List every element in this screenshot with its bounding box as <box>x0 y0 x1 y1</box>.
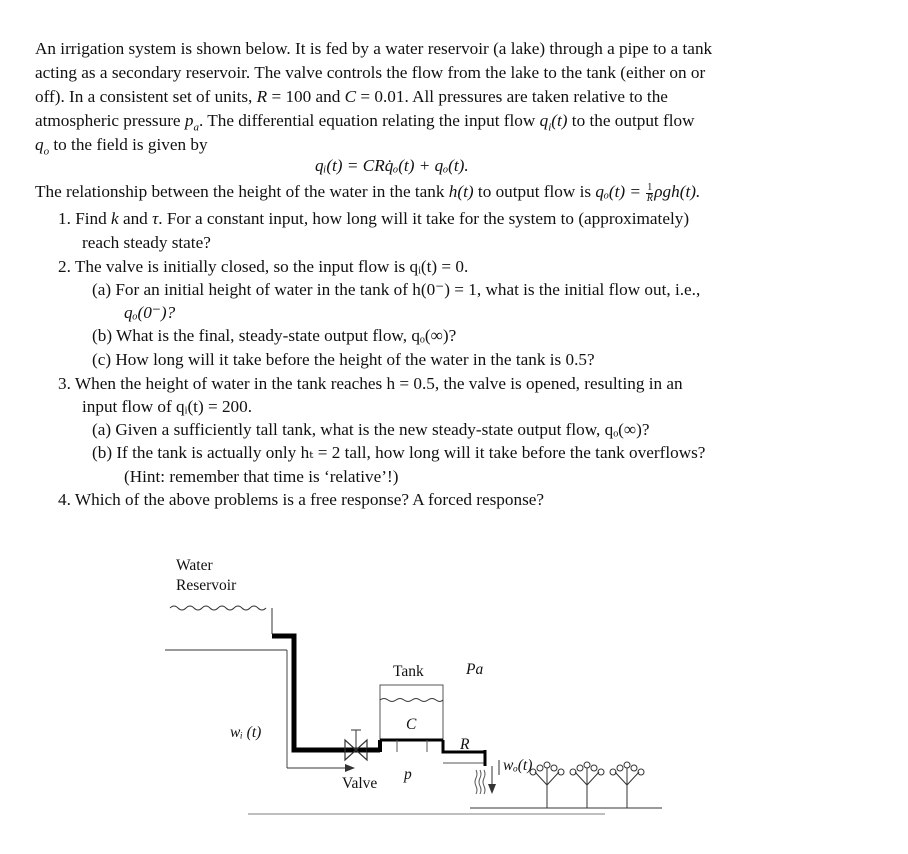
pressure-label: p <box>404 766 412 783</box>
water-spray-lines <box>475 770 485 794</box>
question-3b-line-1: (b) If the tank is actually only hₜ = 2 tall, how long will it take before the tank overflows? <box>92 443 706 462</box>
question-3b-line-2: (Hint: remember that time is ‘relative’!) <box>124 467 399 486</box>
intro-line-1: An irrigation system is shown below. It is fed by a water reservoir (a lake) through a pipe to a tank <box>35 39 713 58</box>
differential-equation: qᵢ(t) = CRq̇ₒ(t) + qₒ(t). <box>315 156 469 175</box>
question-2: 2. The valve is initially closed, so the input flow is qᵢ(t) = 0. <box>58 257 469 276</box>
atmospheric-pressure-label: Pa <box>466 661 484 678</box>
intro-line-3: off). In a consistent set of units, R = 100 and C = 0.01. All pressures are taken relative to the <box>35 87 668 106</box>
tank-label: Tank <box>393 663 424 680</box>
tank-water-surface <box>380 699 443 702</box>
intro-line-5: $q_o$ to the field is given by <box>35 135 208 158</box>
plant-1 <box>530 762 564 808</box>
intro-line-4: atmospheric pressure $p_a$. The differential equation relating the input flow $q_i(t)$ to the output flow <box>35 111 695 134</box>
valve-label: Valve <box>342 775 378 792</box>
question-3-line-1: 3. When the height of water in the tank reaches h = 0.5, the valve is opened, resulting in an <box>58 374 683 393</box>
question-4: 4. Which of the above problems is a free response? A forced response? <box>58 490 545 509</box>
question-2a-line-1: (a) For an initial height of water in the tank of h(0⁻) = 1, what is the initial flow out, i.e., <box>92 280 701 299</box>
question-1-line-2: reach steady state? <box>82 233 211 252</box>
capacitance-label: C <box>406 716 417 733</box>
plant-2 <box>570 762 604 808</box>
main-pipe <box>272 636 380 750</box>
height-flow-relationship: The relationship between the height of the water in the tank h(t) to output flow is qₒ(t) = $\frac{1}{R}$ ρgh(t). <box>35 181 701 204</box>
input-flow-arrowhead <box>345 764 355 772</box>
resistance-label: R <box>460 736 470 753</box>
question-3a: (a) Given a sufficiently tall tank, what is the new steady-state output flow, qₒ(∞)? <box>92 420 650 439</box>
intro-line-2: acting as a secondary reservoir. The valve controls the flow from the lake to the tank (either on or <box>35 63 706 82</box>
input-flow-label: wᵢ (t) <box>230 724 262 741</box>
reservoir-label-line-1: Water <box>176 557 213 574</box>
question-3-line-2: input flow of qᵢ(t) = 200. <box>82 397 253 416</box>
reservoir-water-surface <box>170 606 266 610</box>
fraction-1-over-R: $\frac{1}{R}$ <box>646 181 653 204</box>
question-2c: (c) How long will it take before the height of the water in the tank is 0.5? <box>92 350 595 369</box>
output-flow-label: wₒ(t) <box>503 757 533 774</box>
question-2a-line-2: qₒ(0⁻)? <box>124 303 176 322</box>
output-flow-arrowhead <box>488 784 496 794</box>
reservoir-label-line-2: Reservoir <box>176 577 237 594</box>
plant-3 <box>610 762 644 808</box>
question-2b: (b) What is the final, steady-state output flow, qₒ(∞)? <box>92 326 457 345</box>
question-1-line-1: 1. Find k and τ. For a constant input, how long will it take for the system to (approximately) <box>58 209 690 228</box>
pipe-to-tank <box>367 740 380 750</box>
field-plants <box>530 762 644 808</box>
